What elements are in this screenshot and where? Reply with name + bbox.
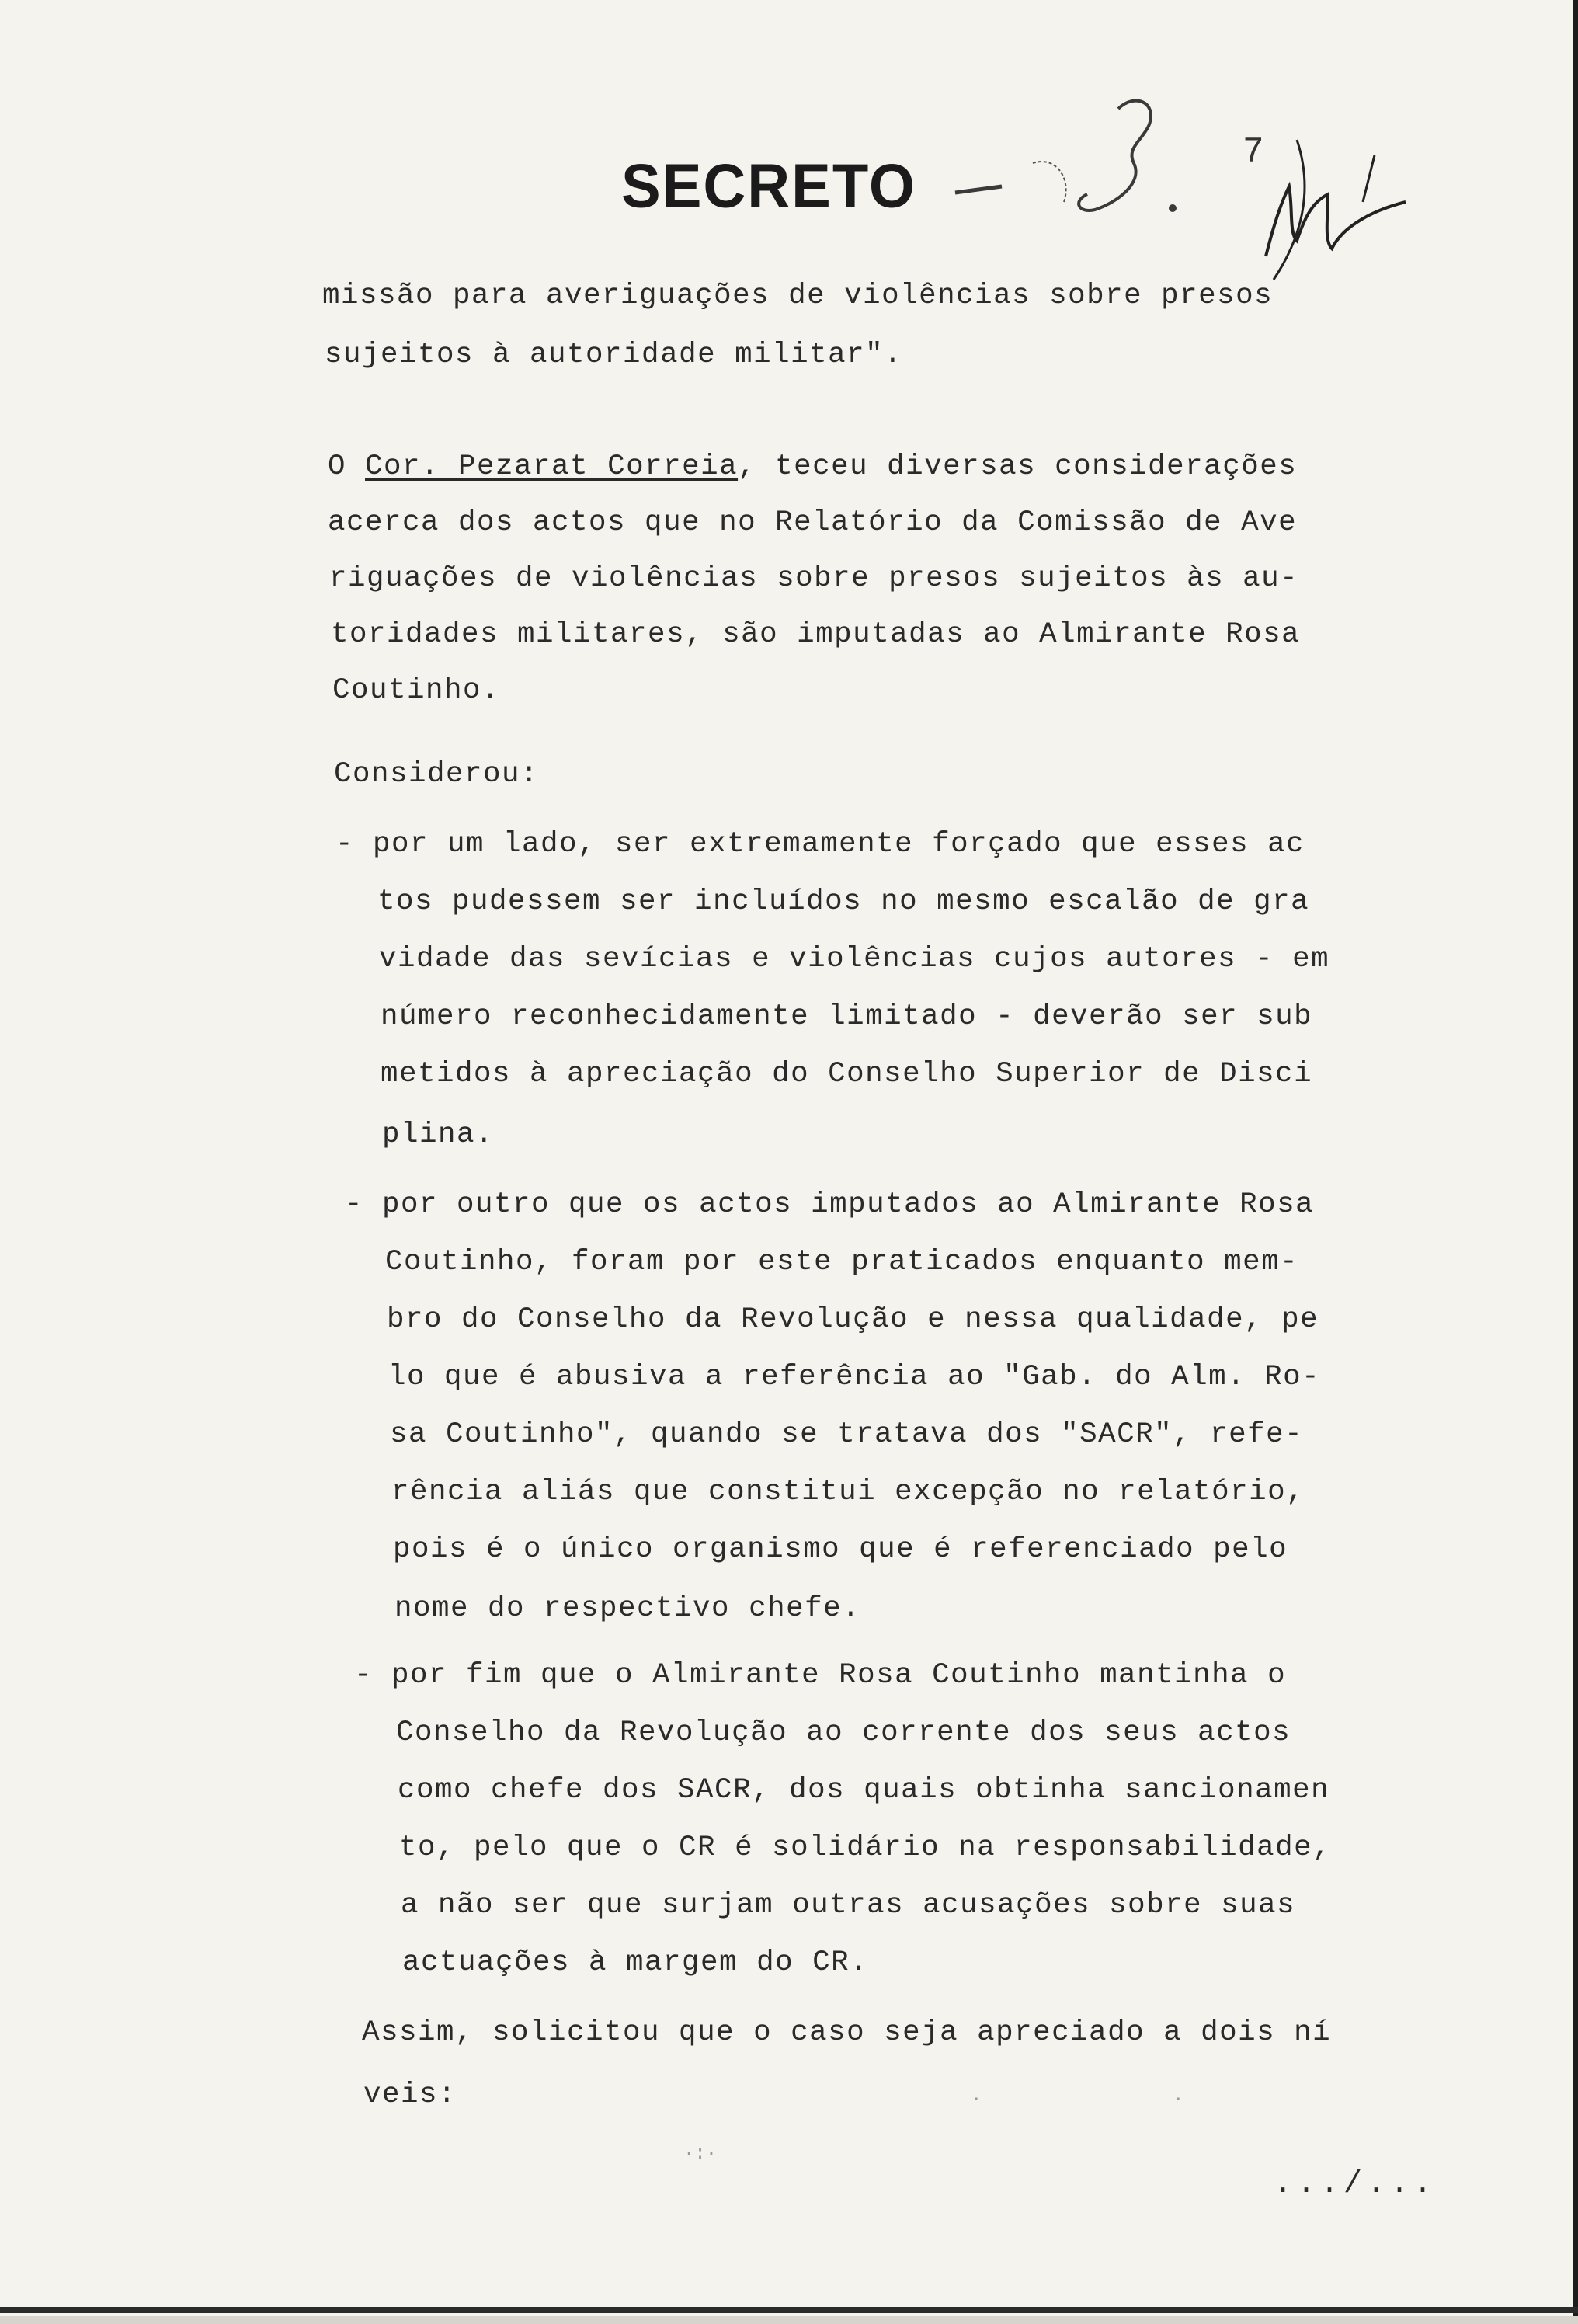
paragraph-1-line-5: Coutinho. (332, 674, 501, 707)
bullet-3-line-1: - por fim que o Almirante Rosa Coutinho mantinha o (354, 1659, 1287, 1692)
closing-line-2: veis: (363, 2079, 457, 2111)
intro-line-1: missão para averiguações de violências sobre presos (322, 280, 1274, 312)
bullet-3-line-4: to, pelo que o CR é solidário na responsabilidade, (399, 1832, 1332, 1864)
paragraph-1-line-3: riguações de violências sobre presos sujeitos às au- (329, 562, 1299, 595)
paragraph-1-line-4: toridades militares, são imputadas ao Almirante Rosa (331, 618, 1301, 651)
bullet-1-line-6: plina. (382, 1119, 495, 1151)
bullet-2-line-2: Coutinho, foram por este praticados enquanto mem- (385, 1246, 1299, 1279)
scan-speck: · (1173, 2089, 1184, 2110)
considerou-label: Considerou: (334, 758, 540, 791)
bullet-2-line-6: rência aliás que constitui excepção no relatório, (391, 1476, 1305, 1508)
bullet-3-line-5: a não ser que surjam outras acusações sobre suas (401, 1889, 1296, 1922)
intro-line-2: sujeitos à autoridade militar". (325, 339, 903, 371)
scan-speck: ·:· (683, 2144, 718, 2165)
page-number: 7 (1243, 132, 1264, 172)
handwritten-signature (940, 47, 1421, 295)
scan-speck: · (971, 2089, 982, 2110)
bullet-2-line-8: nome do respectivo chefe. (394, 1592, 861, 1625)
bullet-3-line-3: como chefe dos SACR, dos quais obtinha sancionamen (398, 1774, 1330, 1807)
bullet-1-line-5: metidos à apreciação do Conselho Superior de Disci (381, 1058, 1313, 1091)
bullet-1-line-2: tos pudessem ser incluídos no mesmo escalão de gra (377, 885, 1310, 918)
scan-edge-right (1573, 0, 1578, 2324)
continuation-mark: .../... (1274, 2167, 1437, 2202)
bullet-1-line-4: número reconhecidamente limitado - deverão ser sub (381, 1000, 1313, 1033)
bullet-1-line-3: vidade das sevícias e violências cujos autores - em (379, 943, 1330, 976)
bullet-2-line-5: sa Coutinho", quando se tratava dos "SACR", refe- (390, 1418, 1304, 1451)
paragraph-1-suffix: , teceu diversas considerações (738, 451, 1298, 483)
colonel-name: Cor. Pezarat Correia (365, 451, 739, 483)
bullet-2-line-3: bro do Conselho da Revolução e nessa qualidade, pe (387, 1303, 1319, 1336)
bullet-2-line-4: lo que é abusiva a referência ao "Gab. do Alm. Ro- (388, 1361, 1321, 1393)
scan-edge-bottom-margin (0, 2316, 1578, 2324)
classification-stamp: SECRETO (621, 151, 917, 221)
bullet-3-line-2: Conselho da Revolução ao corrente dos seus actos (396, 1717, 1291, 1749)
bullet-3-line-6: actuações à margem do CR. (402, 1947, 869, 1979)
scan-edge-bottom (0, 2307, 1578, 2313)
bullet-1-line-1: - por um lado, ser extremamente forçado que esses ac (335, 828, 1305, 861)
bullet-2-line-1: - por outro que os actos imputados ao Almirante Rosa (345, 1188, 1315, 1221)
closing-line-1: Assim, solicitou que o caso seja apreciado a dois ní (362, 2016, 1332, 2049)
bullet-2-line-7: pois é o único organismo que é referenciado pelo (393, 1533, 1288, 1566)
paragraph-1-prefix: O (328, 451, 366, 483)
paragraph-1-line-1 (328, 451, 1297, 483)
paragraph-1-line-2: acerca dos actos que no Relatório da Comissão de Ave (328, 506, 1298, 539)
